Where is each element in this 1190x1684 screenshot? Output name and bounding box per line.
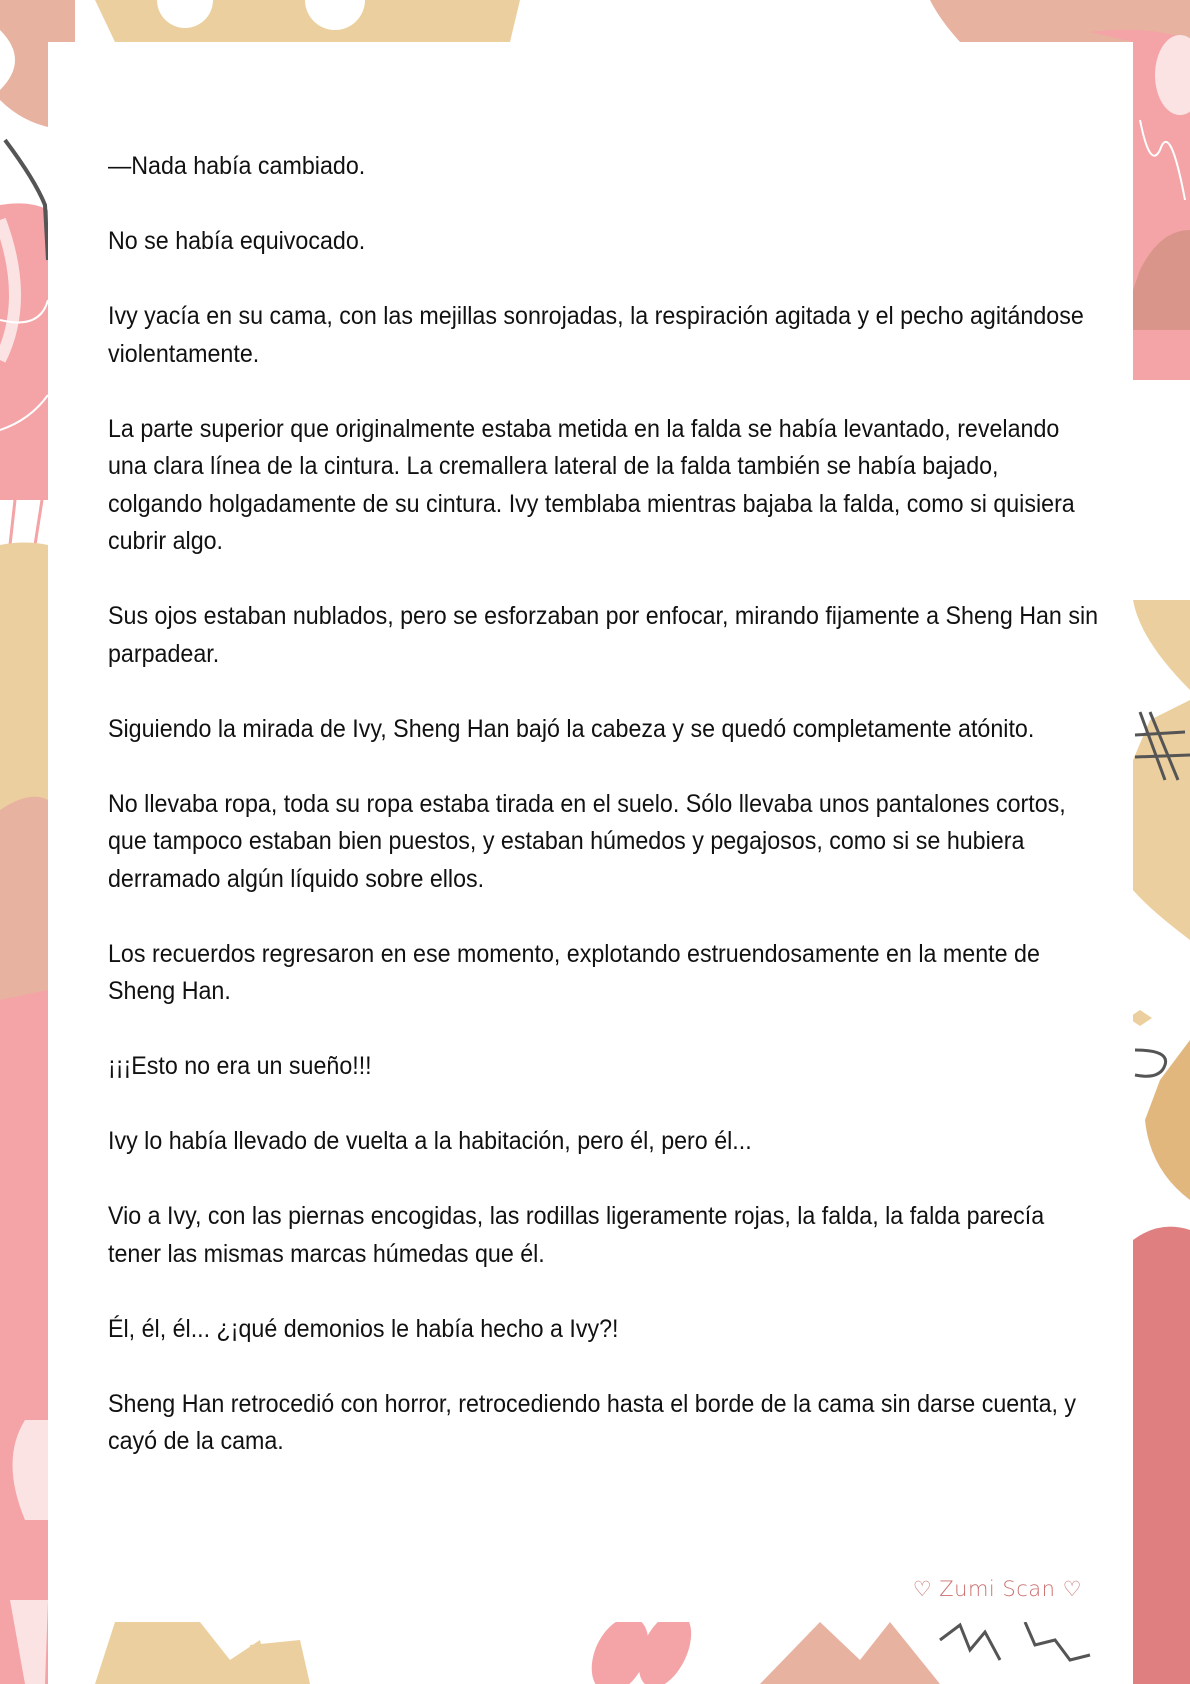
paragraph: Ivy lo había llevado de vuelta a la habitación, pero él, pero él... (108, 1127, 752, 1155)
paragraph: —Nada había cambiado. (108, 152, 366, 180)
paragraph: Él, él, él... ¿¡qué demonios le había hecho a Ivy?! (108, 1314, 619, 1343)
scanlation-credit: ♡ Zumi Scan ♡ (912, 1577, 1082, 1601)
paragraph: No llevaba ropa, toda su ropa estaba tirada en el suelo. Sólo llevaba unos pantalones cortos, que tampoco estaban bien puestos, y estaban húmedos y pegajosos, como si se hubiera derramado algún líquido sobre ellos. (108, 789, 1066, 893)
paragraph: Sus ojos estaban nublados, pero se esforzaban por enfocar, mirando fijamente a Sheng Han sin parpadear. (108, 602, 1099, 668)
paragraph: ¡¡¡Esto no era un sueño!!! (108, 1052, 372, 1080)
chapter-text (108, 148, 1098, 1498)
paragraph: Sheng Han retrocedió con horror, retrocediendo hasta el borde de la cama sin darse cuenta, y cayó de la cama. (108, 1389, 1077, 1455)
paragraph: Ivy yacía en su cama, con las mejillas sonrojadas, la respiración agitada y el pecho agitándose violentamente. (108, 302, 1084, 368)
paragraph: La parte superior que originalmente estaba metida en la falda se había levantado, revelando una clara línea de la cintura. La cremallera lateral de la falda también se había bajado, colgando holgadamente de su cintura. Ivy temblaba mientras bajaba la falda, como si quisiera cubrir algo. (108, 414, 1075, 555)
paragraph: No se había equivocado. (108, 227, 366, 255)
paragraph: Siguiendo la mirada de Ivy, Sheng Han bajó la cabeza y se quedó completamente atónito. (108, 714, 1035, 743)
paragraph: Los recuerdos regresaron en ese momento, explotando estruendosamente en la mente de Sheng Han. (108, 939, 1040, 1005)
paragraph: Vio a Ivy, con las piernas encogidas, las rodillas ligeramente rojas, la falda, la falda parecía tener las mismas marcas húmedas que él. (108, 1202, 1045, 1268)
